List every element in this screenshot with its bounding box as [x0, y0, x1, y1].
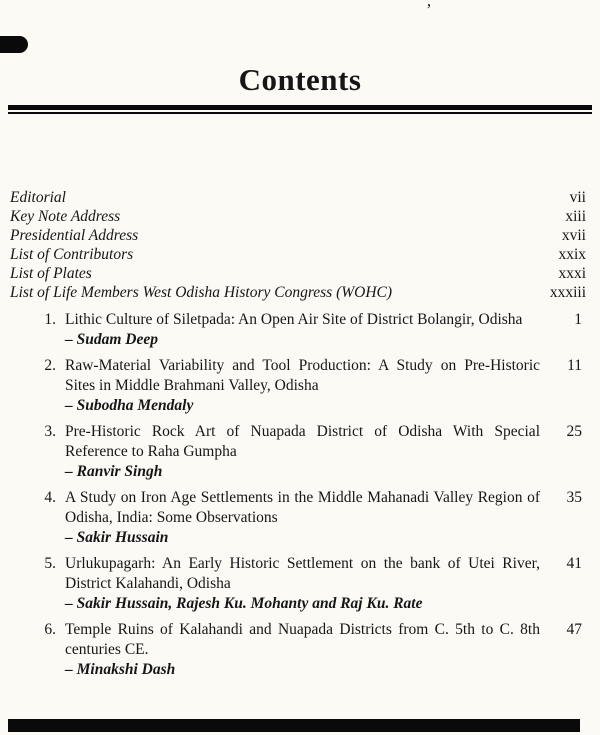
front-matter-label: List of Contributors	[10, 246, 134, 263]
entry-body	[65, 488, 554, 548]
front-matter-row	[10, 207, 586, 226]
entry-number: 5.	[44, 555, 56, 572]
title-rule	[8, 105, 592, 114]
toc-entry	[36, 488, 582, 548]
toc-entries	[36, 310, 582, 680]
entry-body	[65, 356, 554, 416]
entry-body	[65, 310, 554, 350]
front-matter-label: List of Life Members West Odisha History Congress (WOHC)	[10, 284, 393, 301]
front-matter-page-number: vii	[569, 189, 586, 206]
entry-body	[65, 554, 554, 614]
front-matter-label: Presidential Address	[10, 227, 139, 244]
entry-author: – Sakir Hussain	[65, 529, 169, 546]
front-matter-page-number: xxix	[558, 246, 586, 263]
toc-entry	[36, 554, 582, 614]
front-matter-page-number: xxxiii	[549, 284, 586, 301]
entry-body	[65, 620, 554, 680]
stray-mark: ’	[426, 0, 432, 19]
front-matter-row	[10, 283, 586, 302]
entry-title: Urlukupagarh: An Early Historic Settlement on the bank of Utei River, District Kalahandi, Odisha	[65, 555, 540, 592]
entry-page-number: 41	[566, 555, 582, 572]
front-matter-page-number: xxxi	[558, 265, 586, 282]
entry-number: 1.	[44, 311, 56, 328]
front-matter-label: List of Plates	[10, 265, 92, 282]
toc-entry	[36, 356, 582, 416]
entry-title: Pre-Historic Rock Art of Nuapada District of Odisha With Special Reference to Raha Gumpha	[65, 423, 540, 460]
entry-page-number: 47	[566, 621, 582, 638]
entry-title: Raw-Material Variability and Tool Production: A Study on Pre-Historic Sites in Middle Brahmani Valley, Odisha	[65, 357, 540, 394]
front-matter-label: Key Note Address	[10, 208, 121, 225]
front-matter-row	[10, 226, 586, 245]
entry-number: 3.	[44, 423, 56, 440]
entry-number: 4.	[44, 489, 56, 506]
entry-author: – Minakshi Dash	[65, 661, 176, 678]
title-rule-thick	[8, 105, 592, 110]
entry-page-number: 35	[566, 489, 582, 506]
entry-title: Temple Ruins of Kalahandi and Nuapada Districts from C. 5th to C. 8th centuries CE.	[65, 621, 540, 658]
entry-title: A Study on Iron Age Settlements in the Middle Mahanadi Valley Region of Odisha, India: Some Observations	[65, 489, 540, 526]
page-title: Contents	[238, 62, 362, 97]
entry-page-number: 25	[566, 423, 582, 440]
entry-author: – Sudam Deep	[65, 331, 158, 348]
front-matter-list	[10, 188, 586, 302]
entry-page-number: 11	[567, 357, 582, 374]
front-matter-page-number: xiii	[565, 208, 586, 225]
front-matter-page-number: xvii	[561, 227, 586, 244]
entry-number: 2.	[44, 357, 56, 374]
toc-entry	[36, 620, 582, 680]
front-matter-row	[10, 245, 586, 264]
front-matter-row	[10, 188, 586, 207]
scan-artifact	[0, 36, 28, 53]
entry-body	[65, 422, 554, 482]
entry-author: – Ranvir Singh	[65, 463, 163, 480]
toc-entry	[36, 310, 582, 350]
entry-author: – Sakir Hussain, Rajesh Ku. Mohanty and Raj Ku. Rate	[65, 595, 423, 612]
entry-page-number: 1	[574, 311, 582, 328]
entry-author: – Subodha Mendaly	[65, 397, 194, 414]
entry-number: 6.	[44, 621, 56, 638]
bottom-scan-bar	[8, 719, 580, 732]
front-matter-row	[10, 264, 586, 283]
toc-entry	[36, 422, 582, 482]
front-matter-label: Editorial	[10, 189, 66, 206]
title-rule-thin	[8, 112, 592, 114]
entry-title: Lithic Culture of Siletpada: An Open Air Site of District Bolangir, Odisha	[65, 311, 523, 328]
